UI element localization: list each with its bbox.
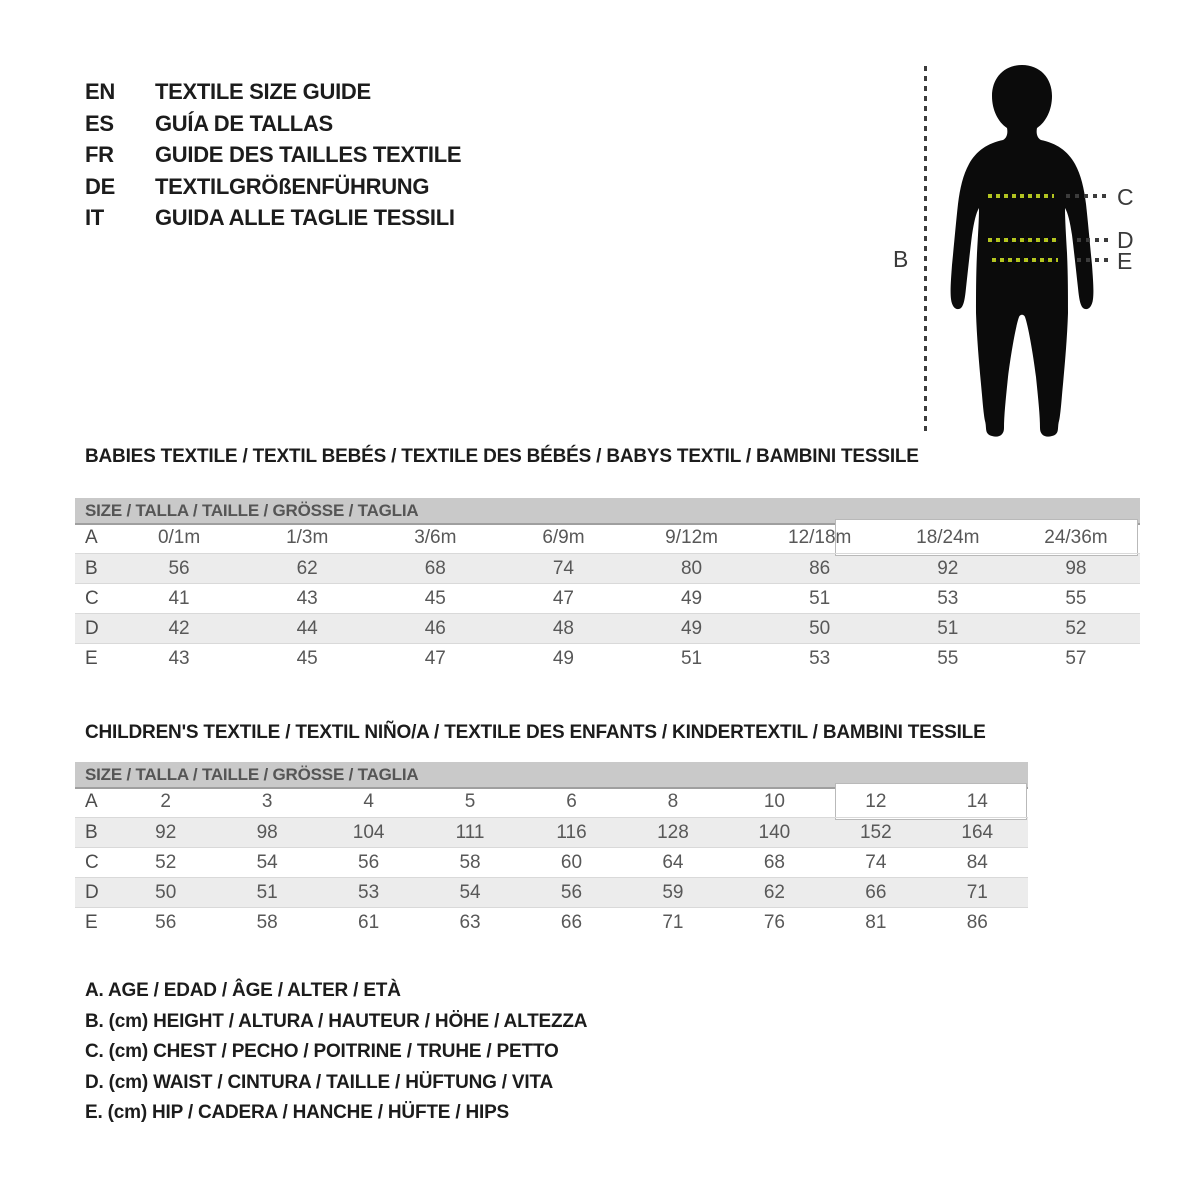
row-label: A — [85, 527, 98, 548]
table-row-age — [75, 787, 1028, 817]
cell: 48 — [552, 618, 574, 639]
table-row-height — [75, 817, 1028, 847]
language-row — [85, 108, 461, 140]
cell: 56 — [560, 882, 583, 903]
row-label: A — [85, 791, 98, 812]
cell: 53 — [937, 588, 959, 609]
legend-age: A. AGE / EDAD / ÂGE / ALTER / ETÀ — [85, 980, 401, 1001]
waist-label: D — [1117, 227, 1134, 253]
language-title: TEXTILGRÖßENFÜHRUNG — [155, 173, 430, 199]
chest-measure-dots — [988, 194, 1054, 198]
language-row — [85, 76, 461, 108]
cell: 116 — [556, 822, 587, 843]
cell: 56 — [168, 558, 190, 579]
cell: 47 — [424, 648, 446, 669]
cell: 41 — [168, 588, 190, 609]
cell: 92 — [155, 822, 177, 843]
cell: 24/36m — [1044, 527, 1108, 548]
size-header: SIZE / TALLA / TAILLE / GRÖSSE / TAGLIA — [85, 501, 419, 520]
cell: 66 — [560, 912, 583, 933]
cell: 92 — [937, 558, 959, 579]
row-label: C — [85, 588, 99, 609]
children-size-table — [75, 762, 1028, 937]
legend-height: B. (cm) HEIGHT / ALTURA / HAUTEUR / HÖHE / ALTEZZA — [85, 1010, 588, 1032]
cell: 51 — [256, 882, 278, 903]
language-title: GUÍA DE TALLAS — [155, 110, 333, 136]
language-code: IT — [85, 205, 104, 230]
language-code: FR — [85, 142, 114, 167]
cell: 68 — [424, 558, 446, 579]
cell: 2 — [160, 791, 171, 812]
cell: 76 — [763, 912, 785, 933]
hip-measure-dots — [992, 258, 1058, 262]
cell: 84 — [966, 852, 988, 873]
row-label: B — [85, 822, 98, 843]
measurement-legend — [85, 976, 587, 1129]
cell: 3 — [261, 791, 273, 812]
cell: 98 — [256, 822, 278, 843]
cell: 47 — [552, 588, 574, 609]
cell: 128 — [657, 822, 689, 843]
cell: 104 — [352, 822, 385, 843]
row-label: E — [85, 912, 98, 933]
cell: 62 — [763, 882, 785, 903]
cell: 55 — [937, 648, 959, 669]
cell: 12 — [865, 791, 887, 812]
cell: 51 — [809, 588, 831, 609]
table-row-chest — [75, 583, 1140, 613]
cell: 164 — [961, 822, 994, 843]
cell: 49 — [680, 588, 703, 609]
cell: 62 — [296, 558, 318, 579]
table-row-waist — [75, 877, 1028, 907]
height-label: B — [893, 246, 909, 272]
cell: 46 — [424, 618, 446, 639]
child-silhouette-shape — [951, 65, 1094, 437]
cell: 10 — [763, 791, 785, 812]
row-label: D — [85, 618, 99, 639]
cell: 52 — [155, 852, 177, 873]
hip-label: E — [1117, 248, 1133, 274]
cell: 60 — [560, 852, 583, 873]
cell: 14 — [966, 791, 988, 812]
cell: 0/1m — [157, 527, 201, 548]
waist-measure-dots — [988, 238, 1058, 242]
row-label: D — [85, 882, 99, 903]
table-row-height — [75, 553, 1140, 583]
language-code: EN — [85, 79, 115, 104]
size-header: SIZE / TALLA / TAILLE / GRÖSSE / TAGLIA — [85, 765, 419, 784]
cell: 71 — [662, 912, 684, 933]
cell: 81 — [865, 912, 887, 933]
legend-chest: C. (cm) CHEST / PECHO / POITRINE / TRUHE / PETTO — [85, 1041, 559, 1062]
cell: 8 — [667, 791, 679, 812]
language-title: TEXTILE SIZE GUIDE — [155, 79, 371, 104]
cell: 12/18m — [788, 527, 852, 548]
row-label: B — [85, 558, 98, 579]
chest-label: C — [1117, 184, 1134, 210]
cell: 3/6m — [414, 527, 457, 548]
cell: 45 — [424, 588, 446, 609]
cell: 86 — [809, 558, 831, 579]
cell: 5 — [464, 791, 476, 812]
cell: 63 — [459, 912, 481, 933]
legend-hip: E. (cm) HIP / CADERA / HANCHE / HÜFTE / HIPS — [85, 1102, 510, 1123]
table-row-hip — [75, 907, 1028, 937]
cell: 57 — [1065, 648, 1087, 669]
cell: 86 — [966, 912, 988, 933]
cell: 74 — [552, 558, 574, 579]
row-label: C — [85, 852, 99, 873]
chest-measure-dash — [1066, 194, 1108, 198]
table-row-hip — [75, 643, 1140, 673]
cell: 52 — [1065, 618, 1087, 639]
cell: 53 — [809, 648, 831, 669]
cell: 80 — [680, 558, 703, 579]
cell: 9/12m — [665, 527, 718, 548]
cell: 61 — [358, 912, 380, 933]
cell: 43 — [296, 588, 318, 609]
table-row-waist — [75, 613, 1140, 643]
cell: 68 — [763, 852, 785, 873]
cell: 56 — [155, 912, 177, 933]
cell: 51 — [937, 618, 959, 639]
cell: 59 — [662, 882, 684, 903]
cell: 71 — [966, 882, 988, 903]
cell: 18/24m — [916, 527, 980, 548]
cell: 44 — [296, 618, 318, 639]
row-label: E — [85, 648, 98, 669]
language-row — [85, 202, 461, 234]
cell: 1/3m — [286, 527, 329, 548]
language-code: ES — [85, 110, 114, 136]
waist-measure-dash — [1077, 238, 1109, 242]
cell: 51 — [680, 648, 703, 669]
table-row-age — [75, 523, 1140, 553]
cell: 58 — [459, 852, 481, 873]
children-section-heading: CHILDREN'S TEXTILE / TEXTIL NIÑO/A / TEXTILE DES ENFANTS / KINDERTEXTIL / BAMBINI TESSILE — [85, 722, 986, 743]
language-title-block — [85, 76, 461, 234]
cell: 4 — [363, 791, 374, 812]
language-title: GUIDA ALLE TAGLIE TESSILI — [155, 205, 455, 230]
hip-measure-dash — [1077, 258, 1109, 262]
legend-waist: D. (cm) WAIST / CINTURA / TAILLE / HÜFTUNG / VITA — [85, 1071, 553, 1093]
cell: 55 — [1065, 588, 1087, 609]
language-title: GUIDE DES TAILLES TEXTILE — [155, 142, 462, 167]
language-code: DE — [85, 173, 115, 199]
cell: 111 — [455, 822, 485, 843]
cell: 6 — [566, 791, 577, 812]
cell: 140 — [758, 822, 791, 843]
cell: 98 — [1065, 558, 1087, 579]
height-measure-line — [924, 66, 927, 432]
table-row-chest — [75, 847, 1028, 877]
cell: 54 — [256, 852, 278, 873]
cell: 152 — [859, 822, 892, 843]
babies-section-heading: BABIES TEXTILE / TEXTIL BEBÉS / TEXTILE DES BÉBÉS / BABYS TEXTIL / BAMBINI TESSILE — [85, 446, 919, 467]
cell: 66 — [865, 882, 887, 903]
babies-size-table — [75, 498, 1140, 673]
cell: 53 — [358, 882, 380, 903]
cell: 74 — [865, 852, 887, 873]
cell: 49 — [680, 618, 703, 639]
child-silhouette — [940, 55, 1104, 440]
cell: 64 — [662, 852, 684, 873]
cell: 56 — [358, 852, 380, 873]
language-row — [85, 171, 461, 203]
cell: 42 — [168, 618, 190, 639]
cell: 58 — [256, 912, 278, 933]
cell: 54 — [459, 882, 481, 903]
cell: 49 — [552, 648, 574, 669]
cell: 6/9m — [542, 527, 585, 548]
cell: 43 — [168, 648, 190, 669]
language-row — [85, 139, 461, 171]
cell: 50 — [809, 618, 831, 639]
cell: 45 — [296, 648, 318, 669]
cell: 50 — [155, 882, 177, 903]
